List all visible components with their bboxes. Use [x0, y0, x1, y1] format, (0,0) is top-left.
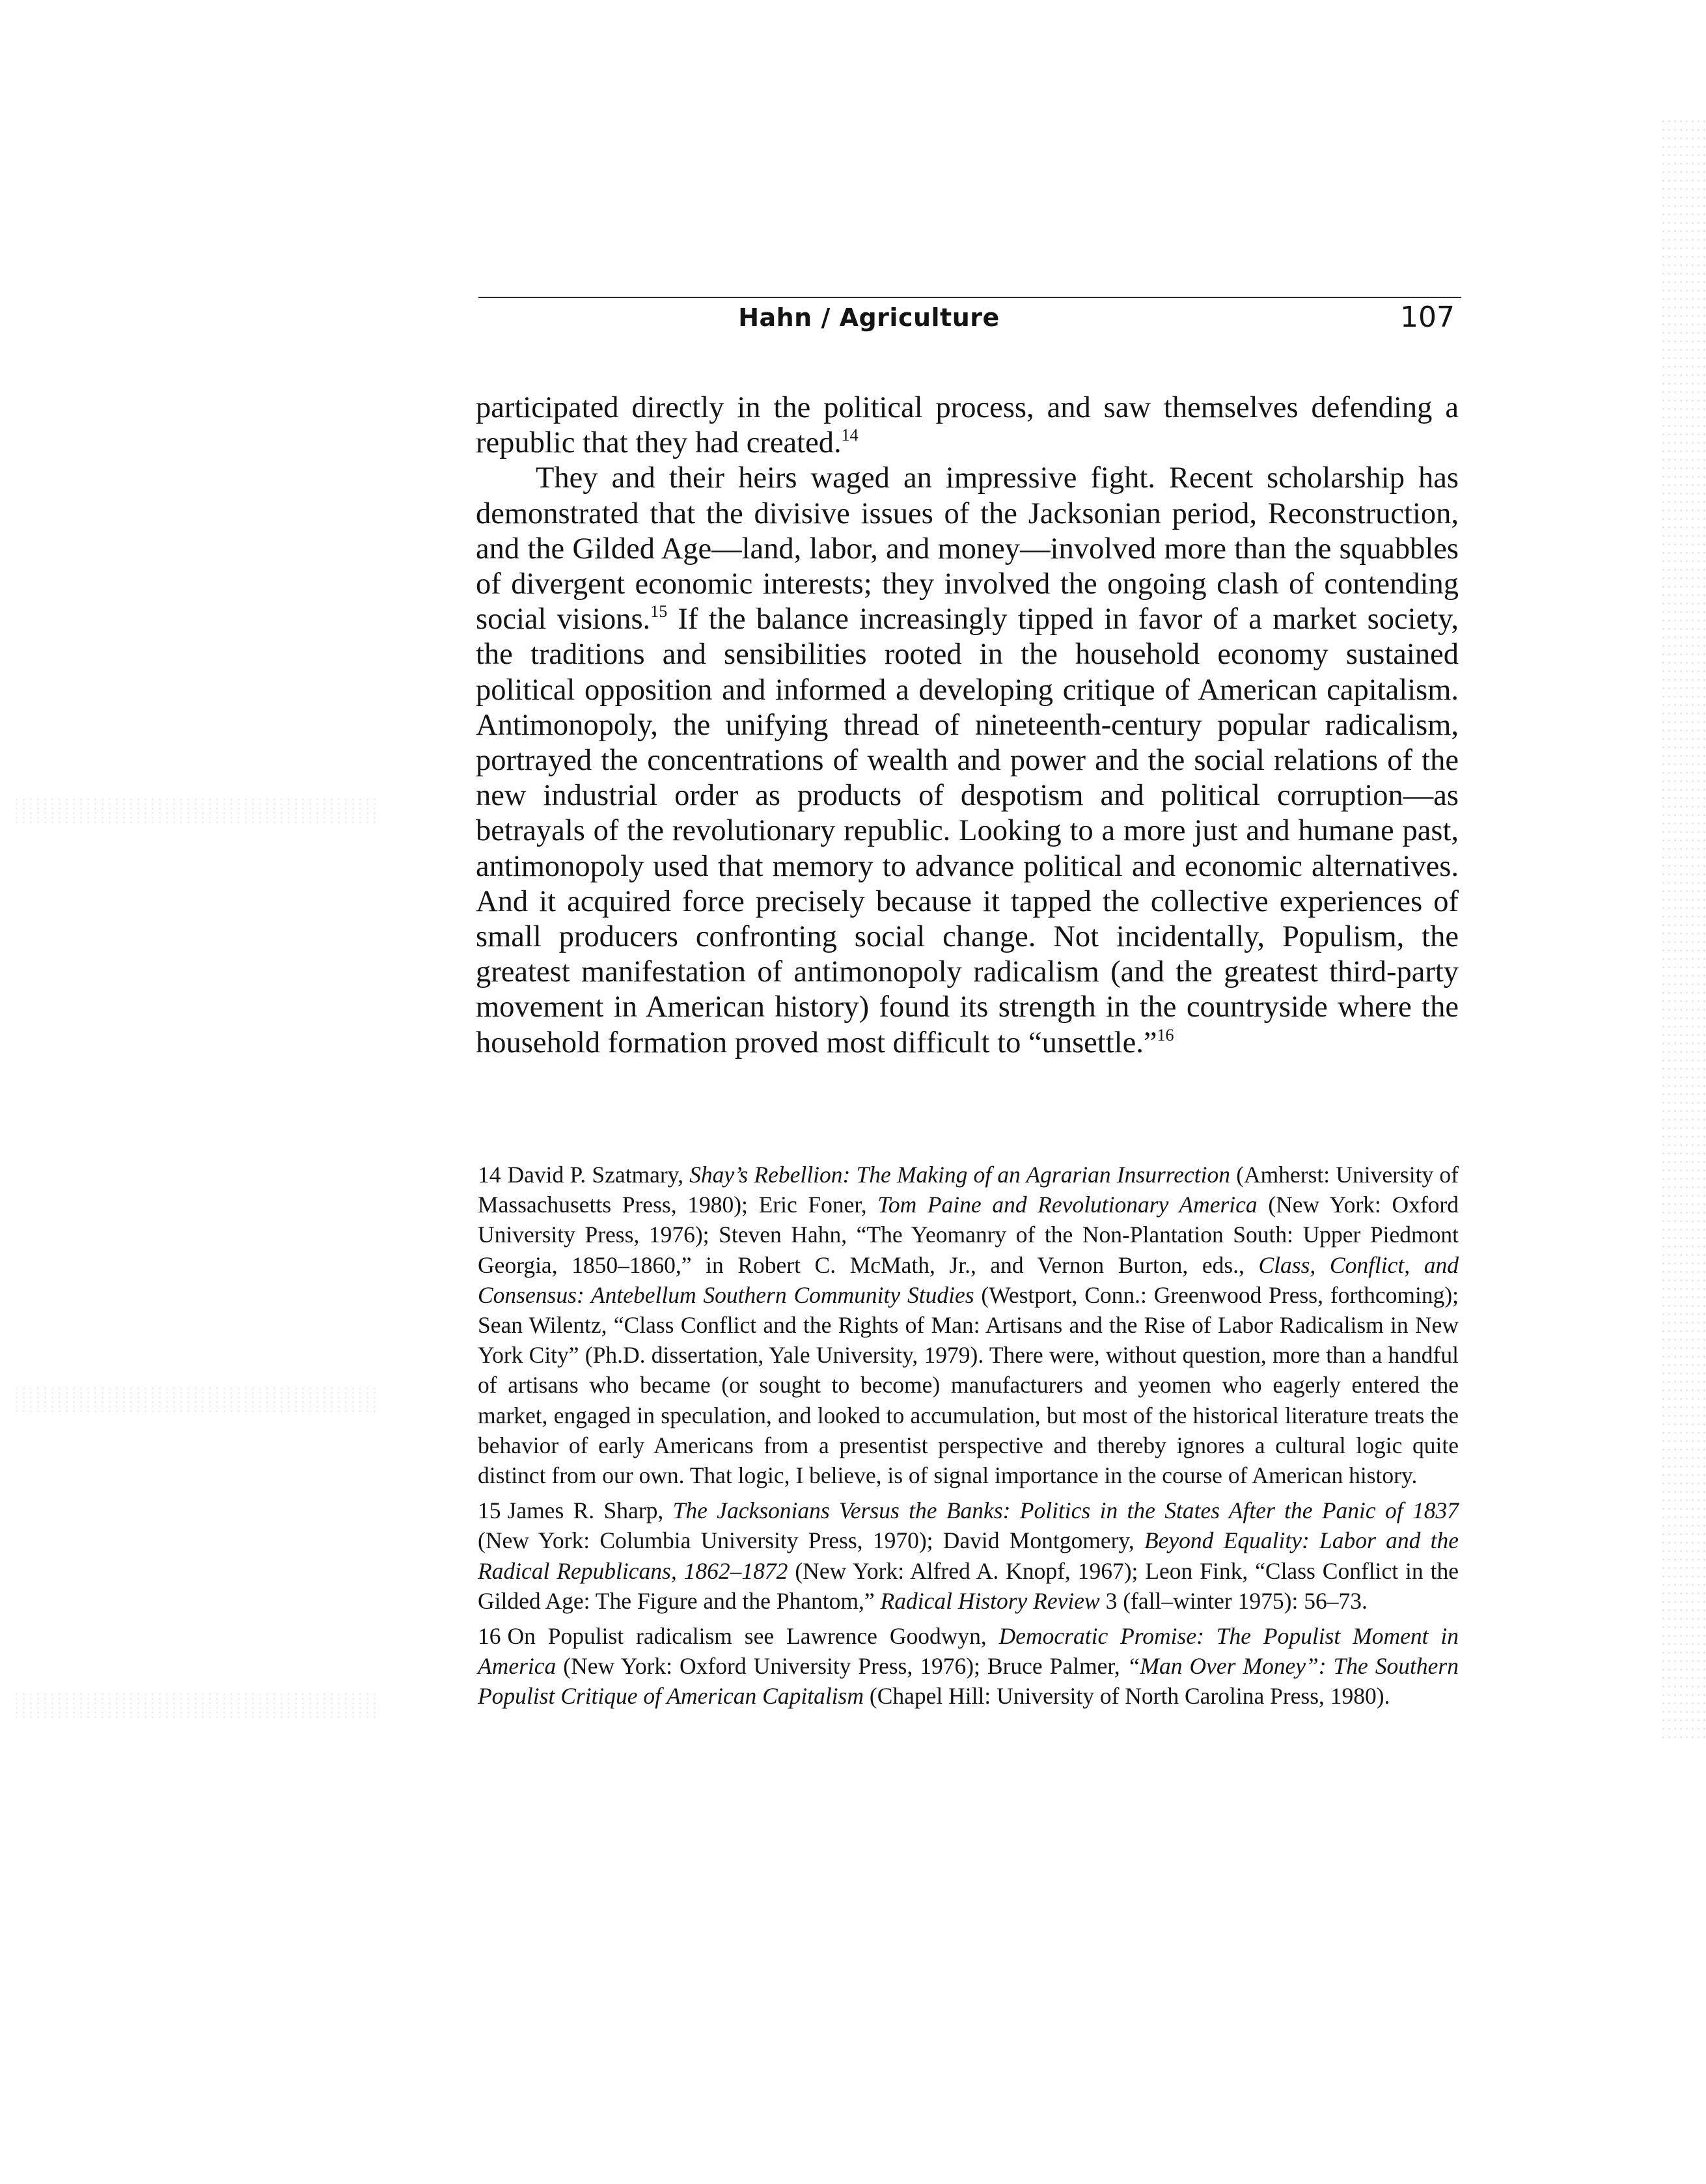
footnote-text: (Chapel Hill: University of North Carolina Press, 1980).: [864, 1683, 1390, 1710]
footnote-text: (Amherst: University of Massachusetts Press, 1980); Eric Foner,: [478, 1162, 1459, 1218]
paragraph-1: [476, 390, 1459, 461]
body-text: [476, 390, 1459, 1061]
note-ref-16: 16: [1157, 1025, 1174, 1044]
footnote-title: “Man Over Money”: The Southern Populist Critique of American Capitalism: [478, 1653, 1459, 1710]
footnote-title: Tom Paine and Revolutionary America: [877, 1192, 1258, 1218]
paragraph-1-text: participated directly in the political process, and saw themselves defending a republic that they had created.: [476, 391, 1459, 460]
footnote-number: 15: [478, 1497, 501, 1524]
note-ref-14: 14: [841, 426, 859, 445]
note-ref-15: 15: [650, 602, 668, 621]
footnote-text: (Westport, Conn.: Greenwood Press, forthcoming); Sean Wilentz, “Class Conflict and the Rights of Man: Artisans and the Rise of Labor Radicalism in New York City” (Ph.D. dissertation, Yale University, 1979). There were, without question, more than a handful of artisans who became (or sought to become) manufacturers and yeomen who eagerly entered the market, engaged in speculation, and looked to accumulation, but most of the historical literature treats the behavior of early Americans from a presentist perspective and thereby ignores a cultural logic quite distinct from our own. That logic, I believe, is of signal importance in the course of American history.: [478, 1281, 1459, 1489]
footnote-number: 14: [478, 1162, 501, 1188]
footnote-title: The Jacksonians Versus the Banks: Politics in the States After the Panic of 1837: [672, 1497, 1459, 1524]
footnote-text: (New York: Columbia University Press, 1970); David Montgomery,: [478, 1527, 1144, 1554]
footnote-title: Shay’s Rebellion: The Making of an Agrarian Insurrection: [689, 1162, 1231, 1188]
page-number: 107: [1400, 301, 1455, 334]
running-header: [478, 297, 1461, 336]
footnote-title: Democratic Promise: The Populist Moment in America: [478, 1623, 1459, 1680]
footnote-text: (New York: Oxford University Press, 1976); Bruce Palmer,: [556, 1653, 1127, 1680]
footnotes: [478, 1160, 1459, 1717]
paragraph-2: [476, 461, 1459, 1060]
scan-edge-artifact: [1660, 117, 1706, 1744]
footnote-text: 3 (fall–winter 1975): 56–73.: [1099, 1587, 1368, 1614]
footnote-16: [478, 1621, 1459, 1712]
footnote-text: On Populist radicalism see Lawrence Goodwyn,: [507, 1623, 999, 1650]
footnote-text: David P. Szatmary,: [507, 1162, 690, 1188]
footnote-title: Radical History Review: [880, 1587, 1100, 1614]
footnote-title: Beyond Equality: Labor and the Radical Republicans, 1862–1872: [478, 1527, 1459, 1584]
footnote-text: (New York: Alfred A. Knopf, 1967); Leon Fink, “Class Conflict in the Gilded Age: The Figure and the Phantom,”: [478, 1557, 1459, 1614]
paragraph-2-text-b: If the balance increasingly tipped in favor of a market society, the traditions and sensibilities rooted in the household economy sustained political opposition and informed a developing critique of American capitalism. Antimonopoly, the unifying thread of nineteenth-century popular radicalism, portrayed the concentrations of wealth and power and the social relations of the new industrial order as products of despotism and political corruption—as betrayals of the revolutionary republic. Looking to a more just and humane past, antimonopoly used that memory to advance political and economic alternatives. And it acquired force precisely because it tapped the collective experiences of small producers confronting social change. Not incidentally, Populism, the greatest manifestation of antimonopoly radicalism (and the greatest third-party movement in American history) found its strength in the countryside where the household formation proved most difficult to “unsettle.”: [476, 603, 1459, 1059]
scan-speckle: [13, 1692, 378, 1718]
footnote-number: 16: [478, 1623, 501, 1650]
footnote-text: James R. Sharp,: [507, 1497, 673, 1524]
scan-speckle: [13, 1386, 378, 1412]
running-head-title: Hahn / Agriculture: [738, 303, 1000, 332]
scan-speckle: [13, 797, 378, 823]
footnote-title: Class, Conflict, and Consensus: Antebellum Southern Community Studies: [478, 1251, 1459, 1308]
header-rule: [478, 297, 1461, 298]
footnote-15: [478, 1495, 1459, 1616]
footnote-14: [478, 1160, 1459, 1490]
paragraph-2-text-a: They and their heirs waged an impressive fight. Recent scholarship has demonstrated that the divisive issues of the Jacksonian period, Reconstruction, and the Gilded Age—land, labor, and money—involved more than the squabbles of divergent economic interests; they involved the ongoing clash of contending social visions.: [476, 461, 1459, 636]
footnote-text: (New York: Oxford University Press, 1976); Steven Hahn, “The Yeomanry of the Non-Plantation South: Upper Piedmont Georgia, 1850–1860,” in Robert C. McMath, Jr., and Vernon Burton, eds.,: [478, 1192, 1459, 1278]
